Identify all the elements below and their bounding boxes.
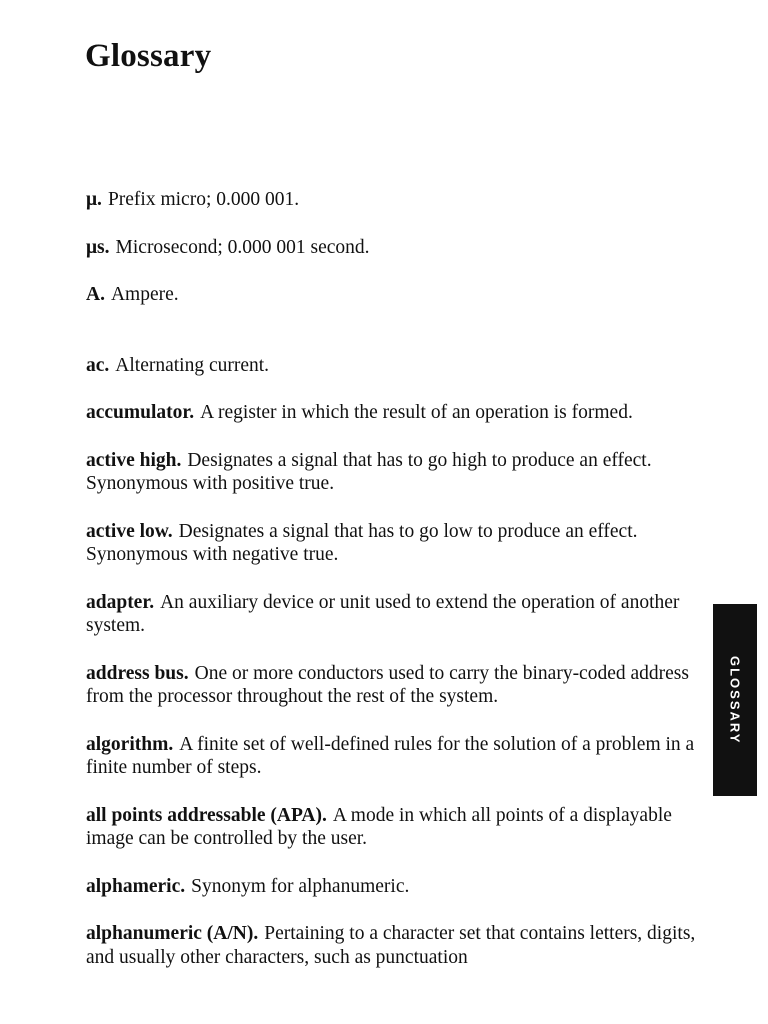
entry-term: algorithm.	[86, 733, 174, 755]
entry-term: μ.	[86, 189, 102, 210]
entry-definition: A mode in which all points of a displayable image can be controlled by the user.	[86, 804, 672, 849]
glossary-entry	[86, 804, 701, 851]
entry-term: active low.	[86, 520, 173, 542]
entry-term: accumulator.	[86, 402, 195, 423]
glossary-section-tab	[713, 604, 757, 796]
glossary-entry	[86, 401, 701, 425]
entry-term: address bus.	[86, 662, 189, 684]
entry-term: A.	[86, 284, 105, 305]
entry-definition: Prefix micro; 0.000 001.	[107, 189, 300, 210]
glossary-entry	[86, 236, 701, 260]
entry-definition: A register in which the result of an operation is formed.	[200, 402, 633, 423]
glossary-entry	[86, 449, 701, 496]
glossary-entry	[86, 591, 701, 638]
section-tab-label: GLOSSARY	[727, 655, 743, 745]
glossary-entry	[86, 875, 701, 899]
glossary-entry	[86, 520, 701, 567]
entry-definition: Designates a signal that has to go low to produce an effect. Synonymous with negative true.	[86, 520, 638, 565]
entry-term: active high.	[86, 449, 182, 471]
entry-term: alphanumeric (A/N).	[86, 923, 259, 944]
entry-definition: A finite set of well-defined rules for the solution of a problem in a finite number of steps.	[86, 733, 695, 778]
entry-term: ac.	[86, 354, 110, 376]
entry-definition: Alternating current.	[115, 354, 270, 376]
glossary-entry	[86, 188, 701, 212]
entry-definition: Pertaining to a character set that contains letters, digits, and usually other characters, such as punctuation	[86, 923, 696, 968]
entry-term: μs.	[86, 236, 110, 258]
entry-definition: An auxiliary device or unit used to extend the operation of another system.	[86, 591, 680, 636]
glossary-entry	[86, 283, 701, 307]
entry-definition: Ampere.	[110, 284, 179, 305]
entry-definition: One or more conductors used to carry the binary-coded address from the processor throughout the rest of the system.	[86, 662, 689, 707]
entry-definition: Designates a signal that has to go high to produce an effect. Synonymous with positive true.	[86, 449, 652, 494]
glossary-entries	[86, 188, 701, 993]
entry-term: adapter.	[86, 591, 155, 613]
glossary-entry	[86, 922, 701, 969]
entry-term: alphameric.	[86, 875, 186, 897]
entry-definition: Synonym for alphanumeric.	[191, 875, 410, 897]
glossary-entry	[86, 733, 701, 780]
glossary-entry	[86, 354, 701, 378]
entry-term: all points addressable (APA).	[86, 804, 327, 826]
glossary-entry	[86, 662, 701, 709]
entry-definition: Microsecond; 0.000 001 second.	[115, 236, 370, 258]
page-title: Glossary	[85, 38, 212, 74]
